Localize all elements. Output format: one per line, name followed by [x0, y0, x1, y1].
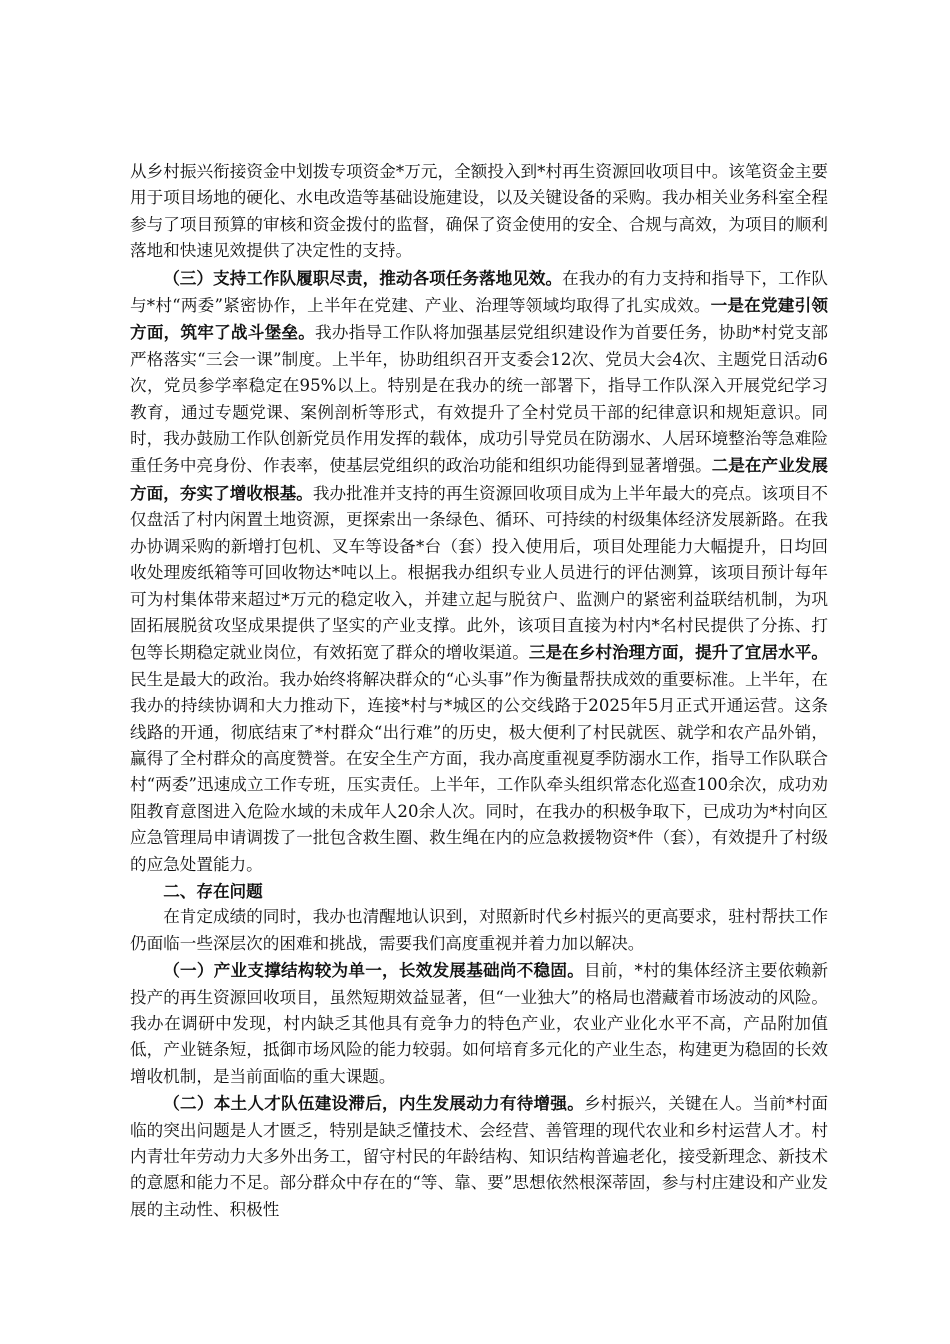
paragraph-text: 从乡村振兴衔接资金中划拨专项资金*万元，全额投入到*村再生资源回收项目中。该笔资金主要用于项目场地的硬化、水电改造等基础设施建设，以及关键设备的采购。我办相关业务科室全程参与了项目预算的审核和资金拨付的监督，确保了资金使用的安全、合规与高效，为项目的顺利落地和快速见效提供了决定性的支持。: [130, 162, 828, 261]
subsection-heading-3: （三）支持工作队履职尽责，推动各项任务落地见效。: [163, 267, 563, 288]
paragraph-text: 在我办的有力支持和指导下，工作队与*村“两委”紧密协作，上半年在党建、产业、治理等领域均取得了扎实成效。: [130, 268, 829, 316]
point-heading-party-building: 一是在党建引领方面，筑牢了战斗堡垒。: [130, 295, 829, 343]
section-heading-problems: 二、存在问题: [163, 880, 263, 901]
paragraph-problems-intro: [130, 904, 828, 957]
paragraph-problem-industry: [130, 957, 828, 1090]
point-heading-industry: 二是在产业发展方面，夯实了增收根基。: [130, 455, 828, 503]
paragraph-text: 乡村振兴，关键在人。当前*村面临的突出问题是人才匮乏，特别是缺乏懂技术、会经营、善管理的现代农业和乡村运营人才。村内青壮年劳动力大多外出务工，留守村民的年龄结构、知识结构普遍老化，接受新理念、新技术的意愿和能力不足。部分群众中存在的“等、靠、要”思想依然根深蒂固，参与村庄建设和产业发展的主动性、积极性: [130, 1094, 828, 1219]
paragraph-text: 我办批准并支持的再生资源回收项目成为上半年最大的亮点。该项目不仅盘活了村内闲置土地资源，更探索出一条绿色、循环、可持续的村级集体经济发展新路。在我办协调采购的新增打包机、叉车等设备*台（套）投入使用后，项目处理能力大幅提升，日均回收处理废纸箱等可回收物达*吨以上。根据我办组织专业人员进行的评估测算，该项目预计每年可为村集体带来超过*万元的稳定收入，并建立起与脱贫户、监测户的紧密利益联结机制，为巩固拓展脱贫攻坚成果提供了坚实的产业支撑。此外，该项目直接为村内*名村民提供了分拣、打包等长期稳定就业岗位，有效拓宽了群众的增收渠道。: [130, 483, 829, 663]
subsection-heading-1: （一）产业支撑结构较为单一，长效发展基础尚不稳固。: [163, 960, 585, 981]
paragraph-text: 目前，*村的集体经济主要依赖新投产的再生资源回收项目，虽然短期效益显著，但“一业独大”的格局也潜藏着市场波动的风险。我办在调研中发现，村内缺乏其他具有竞争力的特色产业，农业产业化水平不高，产品附加值低，产业链条短，抵御市场风险的能力较弱。如何培育多元化的产业生态，构建更为稳固的长效增收机制，是当前面临的重大课题。: [130, 961, 828, 1086]
document-body: [130, 159, 828, 1223]
paragraph-text: 在肯定成绩的同时，我办也清醒地认识到，对照新时代乡村振兴的更高要求，驻村帮扶工作仍面临一些深层次的困难和挑战，需要我们高度重视并着力加以解决。: [130, 907, 828, 953]
point-heading-governance: 三是在乡村治理方面，提升了宜居水平。: [528, 642, 829, 663]
paragraph-funding: [130, 159, 828, 265]
paragraph-text: 民生是最大的政治。我办始终将解决群众的“心头事”作为衡量帮扶成效的重要标准。上半年，在我办的持续协调和大力推动下，连接*村与*城区的公交线路于2025年5月正式开通运营。这条线路的开通，彻底结束了*村群众“出行难”的历史，极大便利了村民就医、就学和农产品外销，赢得了全村群众的高度赞誉。在安全生产方面，我办高度重视夏季防溺水工作，指导工作队联合村“两委”迅速成立工作专班，压实责任。上半年，工作队牵头组织常态化巡查100余次，成功劝阻教育意图进入危险水域的未成年人20余人次。同时，在我办的积极争取下，已成功为*村向区应急管理局申请调拨了一批包含救生圈、救生绳在内的应急救援物资*件（套），有效提升了村级的应急处置能力。: [130, 669, 828, 874]
subsection-heading-2: （二）本土人才队伍建设滞后，内生发展动力有待增强。: [163, 1093, 585, 1114]
paragraph-text: 我办指导工作队将加强基层党组织建设作为首要任务，协助*村党支部严格落实“三会一课”制度。上半年，协助组织召开支委会12次、党员大会4次、主题党日活动6次，党员参学率稳定在95%以上。特别是在我办的统一部署下，指导工作队深入开展党纪学习教育，通过专题党课、案例剖析等形式，有效提升了全村党员干部的纪律意识和规矩意识。同时，我办鼓励工作队创新党员作用发挥的载体，成功引导党员在防溺水、人居环境整治等急难险重任务中亮身份、作表率，使基层党组织的政治功能和组织功能得到显著增强。: [130, 323, 829, 476]
paragraph-problem-talent: [130, 1090, 828, 1223]
paragraph-work-team-support: [130, 265, 828, 878]
